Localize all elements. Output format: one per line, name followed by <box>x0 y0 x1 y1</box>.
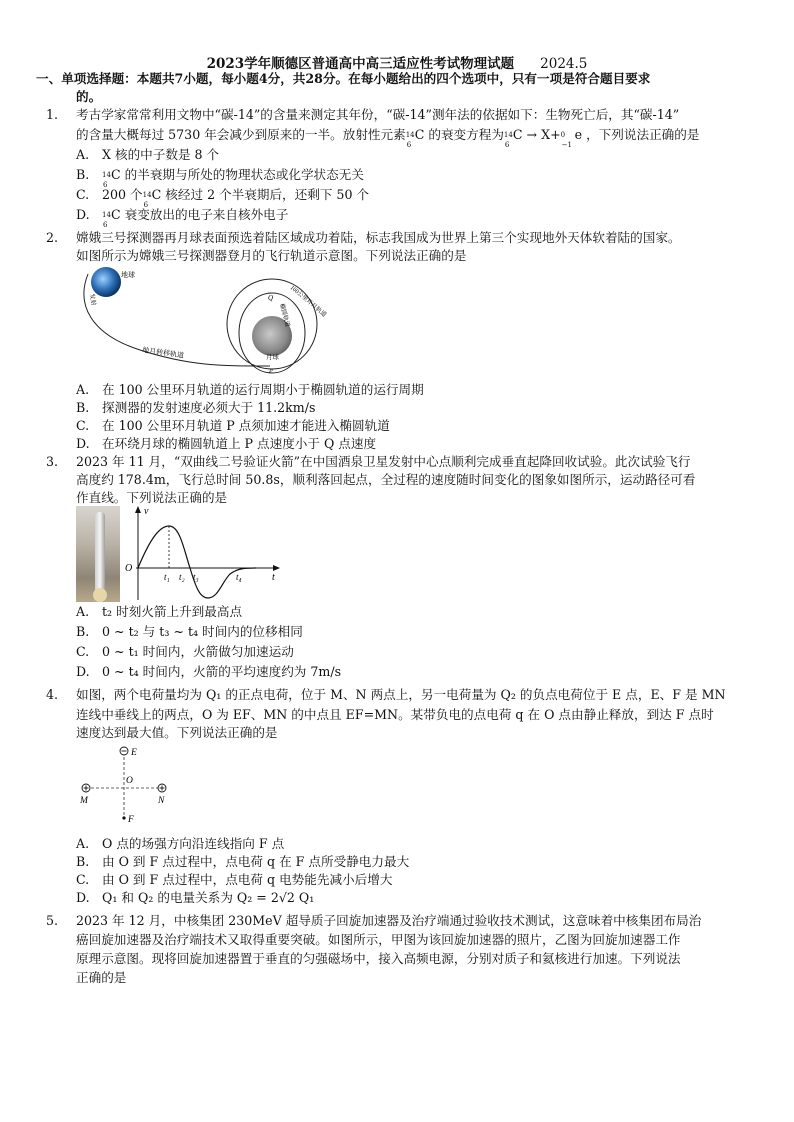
velocity-time-graph <box>122 504 284 604</box>
moon-label: 月球 <box>266 354 279 361</box>
isotope-electron: 0 −1 <box>560 130 572 149</box>
t3-label: t₃ <box>193 572 199 582</box>
q3-stem-line3: 作直线。下列说法正确的是 <box>76 490 228 505</box>
lunar-orbit-diagram <box>70 264 340 376</box>
q4-stem-line2: 连线中垂线上的两点，O 为 EF、MN 的中点且 EF=MN。某带负电的点电荷 q 在 O 点由静止释放，到达 F 点时 <box>76 707 714 722</box>
exam-title: 2023学年顺德区普通高中高三适应性考试物理试题 <box>206 56 515 72</box>
q2-number: 2. <box>46 230 59 245</box>
t2-label: t₂ <box>179 572 185 582</box>
q1-stem-line2: 的含量大概每过 5730 年会减少到原来的一半。放射性元素 14 6 C 的衰变方程为 14 6 C → X+ 0 −1 e ，下列说法正确的是 <box>76 127 700 149</box>
q1-number: 1. <box>46 107 59 122</box>
exam-date: 2024.5 <box>540 56 588 72</box>
q5-stem-line2: 癌回旋加速器及治疗端技术又取得重要突破。如图所示，甲图为该回旋加速器的照片，乙图为回旋加速器工作 <box>76 932 681 947</box>
rocket-flame <box>93 588 107 602</box>
q4-number: 4. <box>46 687 59 702</box>
q3-option-a: A. t₂ 时刻火箭上升到最高点 <box>76 604 243 619</box>
label-e: E <box>131 748 137 758</box>
q3-option-d: D. 0 ~ t₄ 时间内，火箭的平均速度约为 7m/s <box>76 664 342 679</box>
t1-label: t₁ <box>164 572 170 582</box>
q5-stem-line3: 原理示意图。现将回旋加速器置于垂直的匀强磁场中，接入高频电源，分别对质子和氦核进行加速。下列说法 <box>76 951 681 966</box>
q4-option-a: A. O 点的场强方向沿连线指向 F 点 <box>76 836 285 851</box>
isotope-c14: 14 6 <box>405 130 415 149</box>
q4-stem-line1: 如图，两个电荷量均为 Q₁ 的正点电荷，位于 M、N 两点上，另一电荷量为 Q₂ 的负点电荷位于 E 点，E、F 是 MN <box>76 687 726 702</box>
q1-option-d: D. 14 6 C 衰变放出的电子来自核外电子 <box>76 207 289 229</box>
q4-option-b: B. 由 O 到 F 点过程中，点电荷 q 在 F 点所受静电力最大 <box>76 854 410 869</box>
section-heading-line2: 的。 <box>76 89 102 104</box>
q3-stem-line2: 高度约 178.4m，飞行总时间 50.8s，顺利落回起点，全过程的速度随时间变化的图象如图所示，运动路径可看 <box>76 472 696 487</box>
q2-stem-line1: 嫦娥三号探测器再月球表面预选着陆区域成功着陆，标志我国成为世界上第三个实现地外天体软着陆的国家。 <box>76 230 681 245</box>
q5-number: 5. <box>46 913 59 928</box>
label-f: F <box>128 815 134 825</box>
q3-stem-line1: 2023 年 11 月，“双曲线二号验证火箭”在中国酒泉卫星发射中心点顺利完成垂直起降回收试验。此次试验飞行 <box>76 454 691 469</box>
label-o: O <box>126 776 133 786</box>
q5-stem-line4: 正确的是 <box>76 970 127 985</box>
label-n: N <box>158 796 165 806</box>
orbit-100km-label: 100公里环月轨道 <box>288 284 328 319</box>
q2-option-a: A. 在 100 公里环月轨道的运行周期小于椭圆轨道的运行周期 <box>76 382 424 397</box>
page-title <box>0 52 794 72</box>
charge-diagram <box>76 742 186 830</box>
point-p-label: P <box>269 369 273 375</box>
q3-number: 3. <box>46 454 59 469</box>
q2-option-c: C. 在 100 公里环月轨道 P 点须加速才能进入椭圆轨道 <box>76 418 390 433</box>
velocity-curve <box>138 526 256 598</box>
earth-icon <box>91 267 121 297</box>
q3-option-c: C. 0 ~ t₁ 时间内，火箭做匀加速运动 <box>76 644 294 659</box>
point-q-label: Q <box>268 294 274 302</box>
earth-label: 地球 <box>121 271 135 279</box>
t4-label: t₄ <box>236 572 242 582</box>
q4-option-c: C. 由 O 到 F 点过程中，点电荷 q 电势能先减小后增大 <box>76 872 393 887</box>
t-axis-label: t <box>272 572 275 583</box>
v-axis-label: v <box>144 506 149 517</box>
q1-option-b: B. 14 6 C 的半衰期与所处的物理状态或化学状态无关 <box>76 167 364 189</box>
q3-option-b: B. 0 ~ t₂ 与 t₃ ~ t₄ 时间内的位移相同 <box>76 624 303 639</box>
rocket-icon <box>95 512 105 590</box>
origin-label: O <box>125 563 133 574</box>
q2-stem-line2: 如图所示为嫦娥三号探测器登月的飞行轨道示意图。下列说法正确的是 <box>76 248 467 263</box>
q4-stem-line3: 速度达到最大值。下列说法正确的是 <box>76 725 278 740</box>
launch-label: 发射 <box>88 293 97 307</box>
label-m: M <box>80 796 88 806</box>
ellipse-label: 椭圆轨道 <box>278 302 291 328</box>
section-heading-line1: 一、单项选择题：本题共7小题，每小题4分，共28分。在每小题给出的四个选项中，只有一项是符合题目要求 <box>36 71 651 86</box>
q1-stem-line1: 考古学家常常利用文物中“碳-14”的含量来测定其年份，“碳-14”测年法的依据如下：生物死亡后，其“碳-14” <box>76 107 680 122</box>
q2-option-b: B. 探测器的发射速度必须大于 11.2km/s <box>76 400 316 415</box>
q1-option-c: C. 200 个 14 6 C 核经过 2 个半衰期后，还剩下 50 个 <box>76 187 370 209</box>
q1-option-a: A. X 核的中子数是 8 个 <box>76 147 220 162</box>
q5-stem-line1: 2023 年 12 月，中核集团 230MeV 超导质子回旋加速器及治疗端通过验收技术测试，这意味着中核集团布局治 <box>76 913 702 928</box>
q4-option-d: D. Q₁ 和 Q₂ 的电量关系为 Q₂ = 2√2 Q₁ <box>76 890 315 905</box>
isotope-c14-eq: 14 6 <box>503 130 513 149</box>
q2-option-d: D. 在环绕月球的椭圆轨道上 P 点速度小于 Q 点速度 <box>76 436 377 451</box>
point-f <box>122 816 125 819</box>
transfer-orbit-label: 地月转移轨道 <box>141 346 185 360</box>
